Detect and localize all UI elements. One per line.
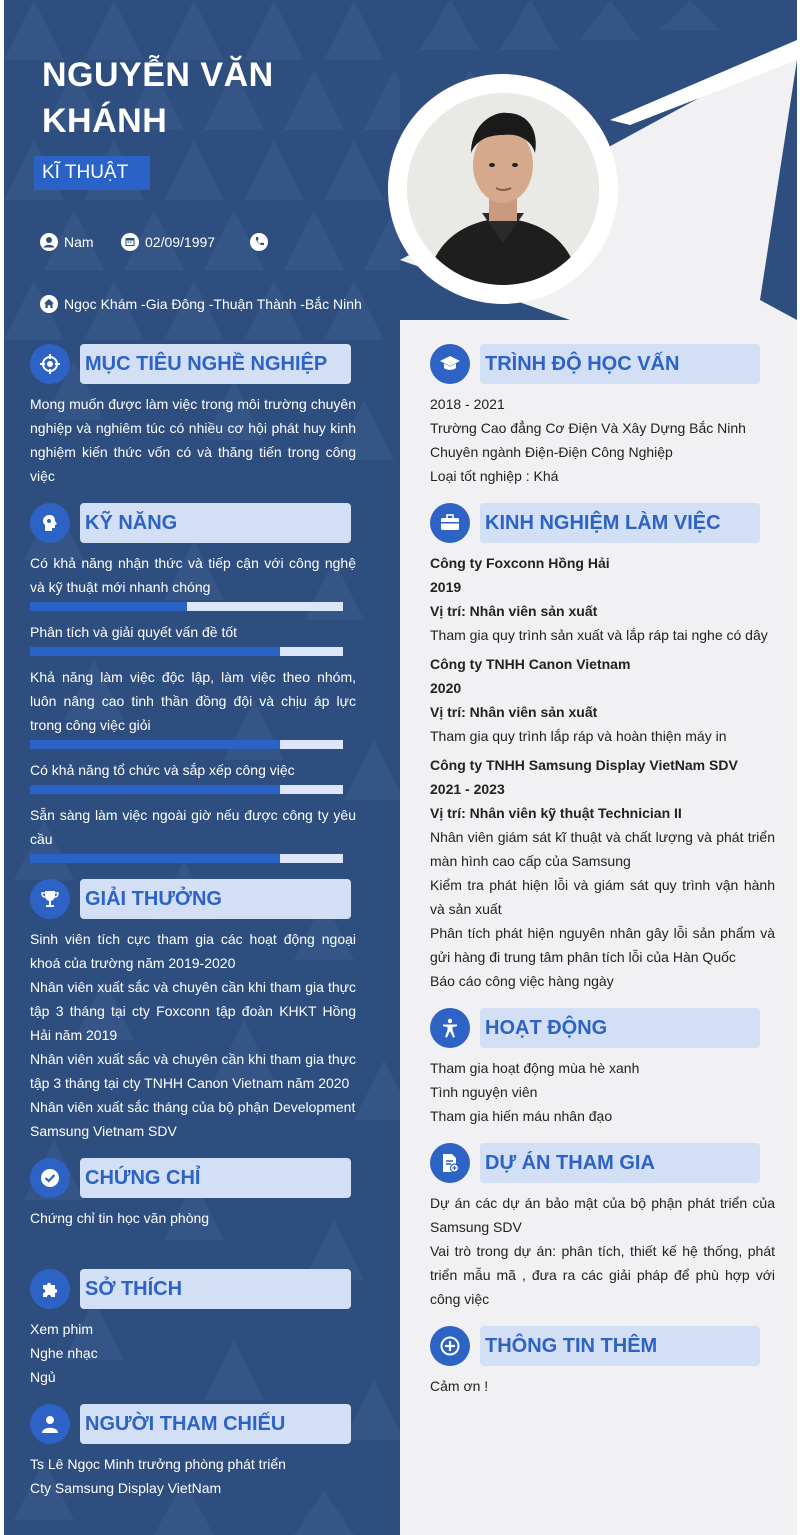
job-company: Công ty TNHH Canon Vietnam [430, 656, 631, 672]
objective-text: Mong muốn được làm việc trong môi trường chuyên nghiệp và nghiêm túc có nhiều cơ hội phát huy kinh nghiệm kiến thức vốn có và thăng tiến trong công việc [30, 396, 356, 484]
job-position: Vị trí: Nhân viên sản xuất [430, 704, 598, 720]
job-description: Tham gia quy trình lắp ráp và hoàn thiện máy in [430, 728, 727, 744]
skill-label: Có khả năng nhận thức và tiếp cận với công nghệ và kỹ thuật mới nhanh chóng [30, 555, 356, 595]
target-icon [30, 344, 70, 384]
birthday-info [121, 233, 215, 251]
skill-bar-fill [30, 740, 280, 749]
skill-bar-fill [30, 854, 280, 863]
job-description: Nhân viên giám sát kĩ thuật và chất lượng và phát triển màn hình cao cấp của Samsung [430, 829, 775, 869]
section-title: MỤC TIÊU NGHỀ NGHIỆP [85, 353, 328, 375]
left-column [4, 0, 400, 1535]
reference-line: Ts Lê Ngọc Minh trưởng phòng phát triển [30, 1456, 286, 1472]
skill-bar [30, 602, 343, 611]
activity-line: Tham gia hiến máu nhân đạo [430, 1108, 613, 1124]
education-line: Chuyên ngành Điện-Điện Công Nghiệp [430, 444, 673, 460]
job-position: Vị trí: Nhân viên sản xuất [430, 603, 598, 619]
candidate-name: NGUYỄN VĂN KHÁNH [42, 56, 274, 140]
job-title-badge: KĨ THUẬT [34, 156, 150, 190]
skill-bar-fill [30, 647, 280, 656]
job-period: 2021 - 2023 [430, 781, 505, 797]
skill-label: Khả năng làm việc độc lập, làm việc theo nhóm, luôn nâng cao tinh thần đồng đội và chịu áp lực trong công việc giỏi [30, 669, 356, 733]
skill-label: Có khả năng tổ chức và sắp xếp công việc [30, 762, 295, 778]
badge-check-icon [30, 1158, 70, 1198]
award-line: Nhân viên xuất sắc và chuyên cần khi tham gia thực tập 3 tháng tại cty Foxconn tập đoàn KHKT Hồng Hải năm 2019 [30, 979, 356, 1043]
hobby-line: Ngủ [30, 1369, 56, 1385]
job-period: 2020 [430, 680, 462, 696]
person-icon [30, 1404, 70, 1444]
document-icon [430, 1143, 470, 1183]
award-line: Nhân viên xuất sắc và chuyên cần khi tham gia thực tập 3 tháng tại cty TNHH Canon Vietnam năm 2020 [30, 1051, 356, 1091]
project-line: Vai trò trong dự án: phân tích, thiết kế hệ thống, phát triển mẫu mã , đưa ra các giải pháp để phù hợp với công việc [430, 1243, 775, 1307]
section-title: GIẢI THƯỞNG [85, 888, 222, 910]
hobby-line: Nghe nhạc [30, 1345, 98, 1361]
phone-info [250, 233, 274, 251]
gender-info [40, 233, 94, 251]
section-title: KINH NGHIỆM LÀM VIỆC [485, 512, 721, 534]
certificate-line: Chứng chỉ tin học văn phòng [30, 1210, 210, 1226]
extra-line: Cảm ơn ! [430, 1378, 489, 1394]
reference-line: Cty Samsung Display VietNam [30, 1480, 222, 1496]
education-line: Loại tốt nghiệp : Khá [430, 468, 559, 484]
address-info [40, 295, 362, 313]
plus-circle-icon [430, 1326, 470, 1366]
skill-bar [30, 785, 343, 794]
birthday-value: 02/09/1997 [145, 234, 216, 250]
brain-icon [30, 503, 70, 543]
section-title: KỸ NĂNG [85, 512, 178, 534]
accessibility-icon [430, 1008, 470, 1048]
section-title: THÔNG TIN THÊM [485, 1335, 658, 1357]
calendar-icon [121, 233, 139, 251]
job-company: Công ty Foxconn Hồng Hải [430, 555, 610, 571]
section-title: DỰ ÁN THAM GIA [485, 1152, 655, 1174]
puzzle-icon [30, 1269, 70, 1309]
job-description: Tham gia quy trình sản xuất và lắp ráp tai nghe có dây [430, 627, 768, 643]
job-period: 2019 [430, 579, 462, 595]
skill-label: Phân tích và giải quyết vấn đề tốt [30, 624, 238, 640]
address-value: Ngọc Khám -Gia Đông -Thuận Thành -Bắc Ninh [64, 296, 362, 312]
section-title: HOẠT ĐỘNG [485, 1017, 608, 1039]
trophy-icon [30, 879, 70, 919]
skill-bar [30, 854, 343, 863]
activity-line: Tình nguyện viên [430, 1084, 538, 1100]
award-line: Nhân viên xuất sắc tháng của bộ phận Development Samsung Vietnam SDV [30, 1099, 356, 1139]
skill-label: Sẵn sàng làm việc ngoài giờ nếu được công ty yêu cầu [30, 807, 356, 847]
education-line: Trường Cao đẳng Cơ Điện Và Xây Dựng Bắc Ninh [430, 420, 746, 436]
job-description: Kiểm tra phát hiện lỗi và giám sát quy trình vận hành và sản xuất [430, 877, 775, 917]
education-line: 2018 - 2021 [430, 396, 505, 412]
activity-line: Tham gia hoạt động mùa hè xanh [430, 1060, 640, 1076]
user-icon [40, 233, 58, 251]
award-line: Sinh viên tích cực tham gia các hoạt động ngoại khoá của trường năm 2019-2020 [30, 931, 356, 971]
skill-bar [30, 647, 343, 656]
graduation-cap-icon [430, 344, 470, 384]
skill-bar-fill [30, 785, 280, 794]
phone-icon [250, 233, 268, 251]
section-title: TRÌNH ĐỘ HỌC VẤN [485, 353, 680, 375]
section-title: SỞ THÍCH [85, 1278, 183, 1300]
home-icon [40, 295, 58, 313]
job-description: Phân tích phát hiện nguyên nhân gây lỗi sản phẩm và gửi hàng đi trung tâm phân tích lỗi của Hàn Quốc [430, 925, 775, 965]
job-company: Công ty TNHH Samsung Display VietNam SDV [430, 757, 738, 773]
briefcase-icon [430, 503, 470, 543]
skill-bar [30, 740, 343, 749]
profile-photo [407, 93, 599, 285]
section-title: NGƯỜI THAM CHIẾU [85, 1413, 286, 1435]
section-title: CHỨNG CHỈ [85, 1167, 201, 1189]
gender-value: Nam [64, 234, 94, 250]
job-description: Báo cáo công việc hàng ngày [430, 973, 614, 989]
hobby-line: Xem phim [30, 1321, 94, 1337]
project-line: Dự án các dự án bảo mật của bộ phận phát triển của Samsung SDV [430, 1195, 775, 1235]
job-position: Vị trí: Nhân viên kỹ thuật Technician II [430, 805, 682, 821]
skill-bar-fill [30, 602, 187, 611]
cv-page [4, 0, 797, 1535]
